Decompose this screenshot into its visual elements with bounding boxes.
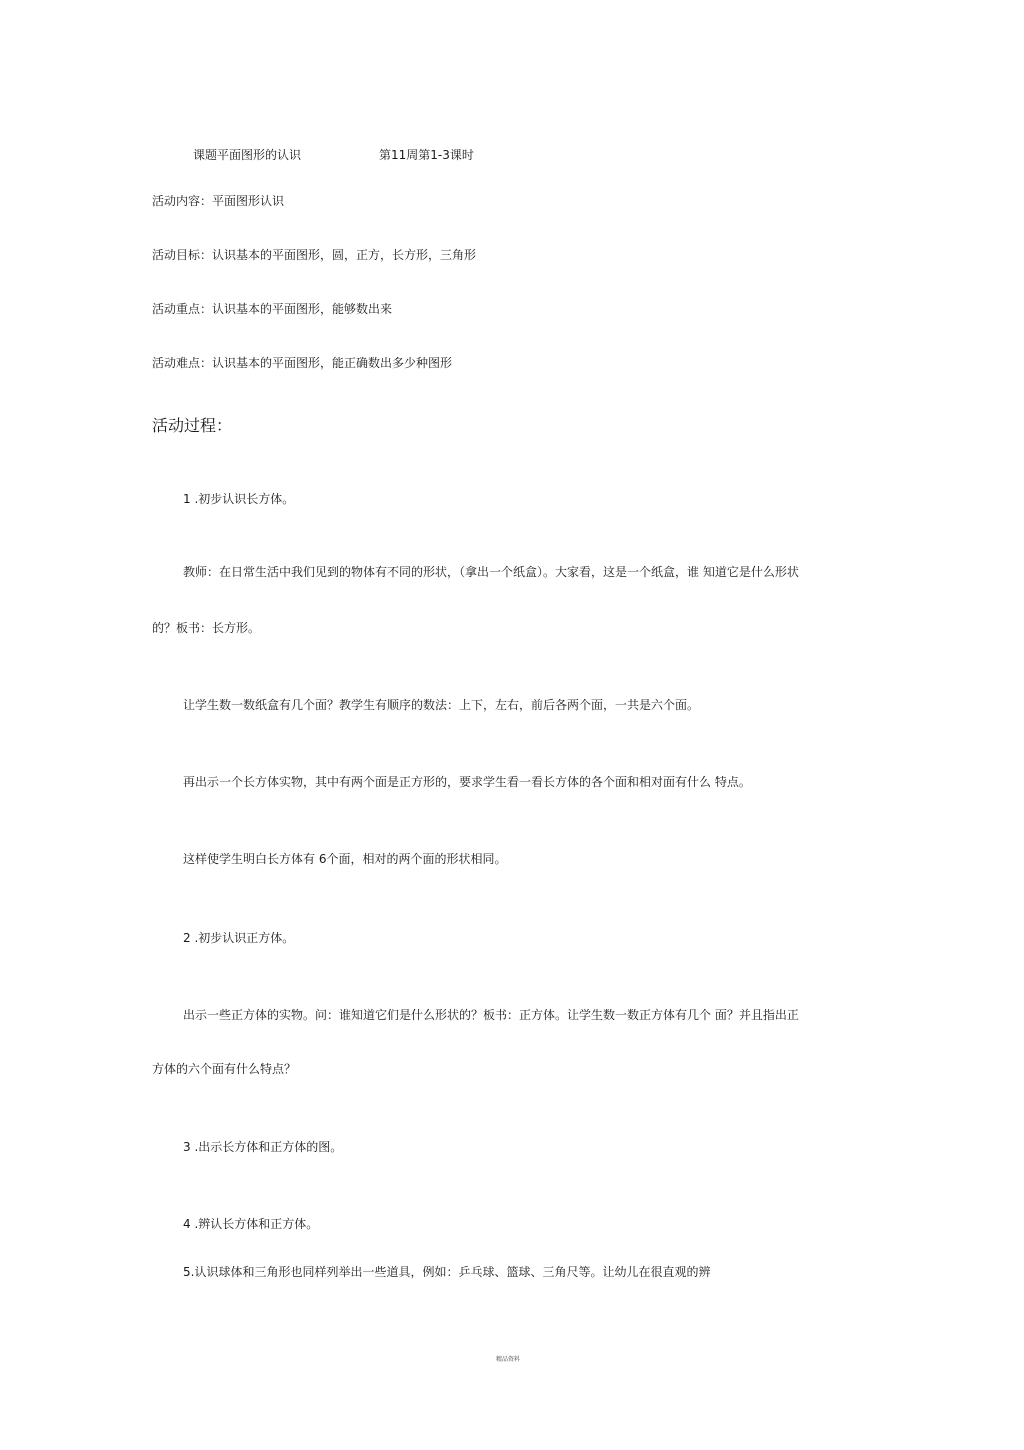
- activity-focus: 活动重点：认识基本的平面图形，能够数出来: [152, 302, 393, 316]
- lesson-period: 第11周第1-3课时: [379, 148, 474, 162]
- page-footer: 精品资料: [496, 1356, 521, 1363]
- section-2-heading: 2 .初步认识正方体。: [183, 931, 295, 945]
- activity-difficulty: 活动难点：认识基本的平面图形，能正确数出多少种图形: [152, 356, 453, 370]
- process-heading: 活动过程：: [152, 416, 233, 435]
- paragraph-cube-line-1: 出示一些正方体的实物。问：谁知道它们是什么形状的？板书：正方体。让学生数一数正方体有几个 面？并且指出正: [183, 1008, 799, 1022]
- section-5-text: 5.认识球体和三角形也同样列举出一些道具，例如：乒乓球、篮球、三角尺等。让幼儿在很直观的辨: [183, 1265, 711, 1279]
- section-4-heading: 4 .辨认长方体和正方体。: [183, 1217, 319, 1231]
- activity-goal: 活动目标：认识基本的平面图形，圆，正方，长方形，三角形: [152, 248, 477, 262]
- paragraph-teacher-line-2: 的？板书：长方形。: [152, 621, 261, 635]
- paragraph-teacher-line-1: 教师：在日常生活中我们见到的物体有不同的形状，（拿出一个纸盒）。大家看，这是一个纸盒，谁 知道它是什么形状: [183, 565, 799, 579]
- activity-content: 活动内容：平面图形认识: [152, 194, 285, 208]
- paragraph-cuboid-object: 再出示一个长方体实物，其中有两个面是正方形的，要求学生看一看长方体的各个面和相对面有什么 特点。: [183, 775, 751, 789]
- section-3-heading: 3 .出示长方体和正方体的图。: [183, 1140, 343, 1154]
- paragraph-count-faces: 让学生数一数纸盒有几个面？教学生有顺序的数法：上下，左右，前后各两个面，一共是六个面。: [183, 698, 700, 712]
- lesson-title: 课题平面图形的认识: [193, 148, 302, 162]
- paragraph-cuboid-summary: 这样使学生明白长方体有 6个面，相对的两个面的形状相同。: [183, 852, 507, 866]
- paragraph-cube-line-2: 方体的六个面有什么特点？: [152, 1062, 297, 1076]
- section-1-heading: 1 .初步认识长方体。: [183, 492, 295, 506]
